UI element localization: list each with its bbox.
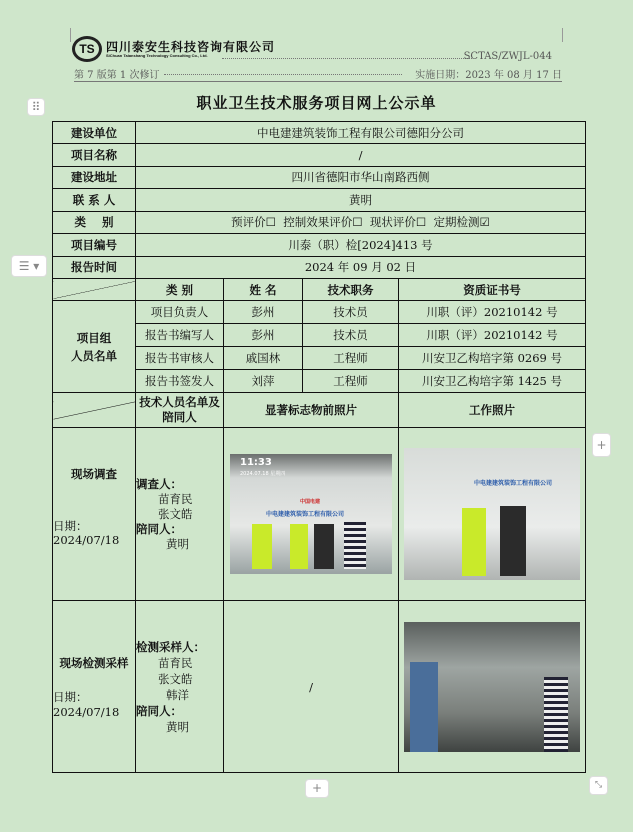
cell: 川职（评）20210142 号 xyxy=(399,324,586,347)
cell: 彭州 xyxy=(224,301,303,324)
date-label: 日期： xyxy=(53,519,88,533)
sampling-label: 现场检测采样 xyxy=(59,656,129,670)
info-row xyxy=(53,234,586,257)
margin-mark xyxy=(70,28,71,42)
info-value: / xyxy=(136,144,586,167)
info-value: 预评价☐ 控制效果评价☐ 现状评价☐ 定期检测☑ xyxy=(136,211,586,234)
table-icon: ☰ xyxy=(18,259,30,273)
work-photo-cell xyxy=(399,601,586,773)
cell: 技术员 xyxy=(303,301,399,324)
survey-label-cell xyxy=(53,428,136,601)
escort: 黄明 xyxy=(166,719,189,734)
info-row xyxy=(53,256,586,279)
add-row-button[interactable]: + xyxy=(305,779,329,798)
info-label: 建设单位 xyxy=(53,122,136,144)
info-label: 建设地址 xyxy=(53,166,136,189)
photos-header-row xyxy=(53,393,586,428)
info-row xyxy=(53,144,586,167)
header-landmark-photo: 显著标志物前照片 xyxy=(224,393,399,428)
person xyxy=(290,524,308,569)
info-label: 类 别 xyxy=(53,211,136,234)
info-row xyxy=(53,189,586,212)
cell: 报告书审核人 xyxy=(136,347,224,370)
person xyxy=(462,508,486,576)
header-staff: 技术人员名单及陪同人 xyxy=(136,393,224,428)
margin-mark xyxy=(562,28,563,42)
resize-icon[interactable]: ⤡ xyxy=(589,776,608,795)
sampler: 苗育民 xyxy=(158,655,193,670)
person xyxy=(314,524,334,569)
photo-time: 11:33 xyxy=(240,457,272,468)
sampling-date: 2024/07/18 xyxy=(53,705,120,719)
page-title: 职业卫生技术服务项目网上公示单 xyxy=(196,94,437,112)
cell: 工程师 xyxy=(303,370,399,393)
person xyxy=(500,506,526,576)
header-rule xyxy=(74,81,562,82)
investigator-label: 调查人： xyxy=(136,476,182,491)
cell: 川安卫乙构培字第 0269 号 xyxy=(399,347,586,370)
cell: 彭州 xyxy=(224,324,303,347)
person xyxy=(544,677,568,752)
info-value: 四川省德阳市华山南路西侧 xyxy=(136,166,586,189)
cell: 项目负责人 xyxy=(136,301,224,324)
landmark-photo-cell: / xyxy=(224,601,399,773)
sampler-label: 检测采样人： xyxy=(136,639,205,654)
cell: 工程师 xyxy=(303,347,399,370)
photo-date: 2024.07.18 星期四 xyxy=(240,471,286,477)
header-category: 类 别 xyxy=(136,279,224,301)
header-name: 姓 名 xyxy=(224,279,303,301)
info-label: 联 系 人 xyxy=(53,189,136,212)
publicity-table xyxy=(52,121,586,773)
company-logo: TS xyxy=(72,36,102,62)
person xyxy=(344,522,366,569)
sign-text: 中电建建筑装饰工程有限公司 xyxy=(474,480,553,487)
cell: 技术员 xyxy=(303,324,399,347)
escort-label: 陪同人： xyxy=(136,703,182,718)
info-value: 中电建建筑装饰工程有限公司德阳分公司 xyxy=(136,122,586,144)
survey-label: 现场调查 xyxy=(71,467,117,481)
person xyxy=(252,524,272,569)
divider xyxy=(222,58,472,59)
table-row xyxy=(53,301,586,324)
date-label: 日期： xyxy=(53,690,88,704)
info-value: 黄明 xyxy=(136,189,586,212)
version: 第 7 版第 1 次修订 xyxy=(74,70,160,81)
cell: 川职（评）20210142 号 xyxy=(399,301,586,324)
sampler: 张文皓 xyxy=(158,671,193,686)
work-photo xyxy=(404,622,580,752)
sampler: 韩洋 xyxy=(166,687,189,702)
header-title: 技术职务 xyxy=(303,279,399,301)
info-value: 2024 年 09 月 02 日 xyxy=(136,256,586,279)
cell: 报告书编写人 xyxy=(136,324,224,347)
work-photo xyxy=(404,448,580,580)
table-menu-button[interactable] xyxy=(11,255,47,277)
cell: 刘萍 xyxy=(224,370,303,393)
info-label: 项目编号 xyxy=(53,234,136,257)
cell: 报告书签发人 xyxy=(136,370,224,393)
header-work-photo: 工作照片 xyxy=(399,393,586,428)
info-label: 报告时间 xyxy=(53,256,136,279)
investigator: 张文皓 xyxy=(158,506,193,521)
info-row xyxy=(53,166,586,189)
investigator: 苗育民 xyxy=(158,491,193,506)
info-label: 项目名称 xyxy=(53,144,136,167)
survey-row xyxy=(53,428,586,601)
company-name: 四川泰安生科技咨询有限公司 xyxy=(106,40,276,54)
sign-logo: 中国电建 xyxy=(300,499,321,505)
doc-code: SCTAS/ZWJL-044 xyxy=(463,51,552,62)
chevron-down-icon: ▾ xyxy=(33,259,40,273)
cell: 川安卫乙构培字第 1425 号 xyxy=(399,370,586,393)
sampling-staff-cell xyxy=(136,601,224,773)
header-cert: 资质证书号 xyxy=(399,279,586,301)
drag-handle-icon[interactable]: ⠿ xyxy=(27,98,45,116)
team-group-label: 项目组 人员名单 xyxy=(53,301,136,393)
info-row xyxy=(53,211,586,234)
escort-label: 陪同人： xyxy=(136,521,182,536)
survey-date: 2024/07/18 xyxy=(53,533,120,547)
sampling-row xyxy=(53,601,586,773)
team-header-row xyxy=(53,279,586,301)
info-value: 川泰（职）检[2024]413 号 xyxy=(136,234,586,257)
diagonal-cell xyxy=(53,393,136,428)
work-photo-cell xyxy=(399,428,586,601)
sign-text: 中电建建筑装饰工程有限公司 xyxy=(266,511,345,518)
sampling-label-cell xyxy=(53,601,136,773)
person xyxy=(410,662,438,752)
landmark-photo xyxy=(230,454,392,574)
add-column-button[interactable]: + xyxy=(592,433,611,457)
cell: 戚国林 xyxy=(224,347,303,370)
company-name-en: SiChuan Taianshang Technology Consulting Co., Ltd. xyxy=(106,53,208,58)
diagonal-cell xyxy=(53,279,136,301)
info-row xyxy=(53,122,586,144)
escort: 黄明 xyxy=(166,536,189,551)
divider xyxy=(164,74,402,75)
landmark-photo-cell xyxy=(224,428,399,601)
survey-staff-cell xyxy=(136,428,224,601)
implement-date: 实施日期：2023 年 08 月 17 日 xyxy=(415,70,562,81)
